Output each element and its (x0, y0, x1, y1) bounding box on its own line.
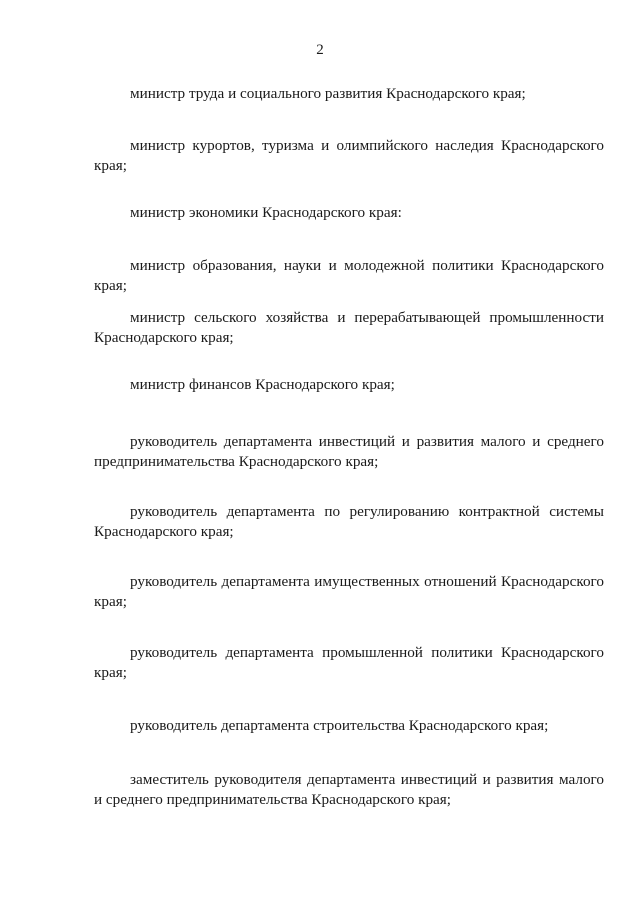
list-item: министр экономики Краснодарского края: (130, 204, 402, 221)
list-item: заместитель руководителя департамента инвестиций и развития малого и среднего предпринимательства Краснодарского края; (94, 771, 604, 808)
list-item: министр труда и социального развития Краснодарского края; (130, 85, 526, 102)
list-item: министр сельского хозяйства и перерабатывающей промышленности Краснодарского края; (94, 309, 604, 346)
list-item: министр финансов Краснодарского края; (130, 376, 395, 393)
list-item: руководитель департамента строительства Краснодарского края; (130, 717, 549, 734)
list-item: руководитель департамента по регулированию контрактной системы Краснодарского края; (94, 503, 604, 540)
list-item: министр курортов, туризма и олимпийского наследия Краснодарского края; (94, 137, 604, 174)
page-number: 2 (316, 42, 324, 58)
list-item: руководитель департамента инвестиций и развития малого и среднего предпринимательства Краснодарского края; (94, 433, 604, 470)
list-item: министр образования, науки и молодежной политики Краснодарского края; (94, 257, 604, 294)
list-item: руководитель департамента промышленной политики Краснодарского края; (94, 644, 604, 681)
list-item: руководитель департамента имущественных отношений Краснодарского края; (94, 573, 604, 610)
